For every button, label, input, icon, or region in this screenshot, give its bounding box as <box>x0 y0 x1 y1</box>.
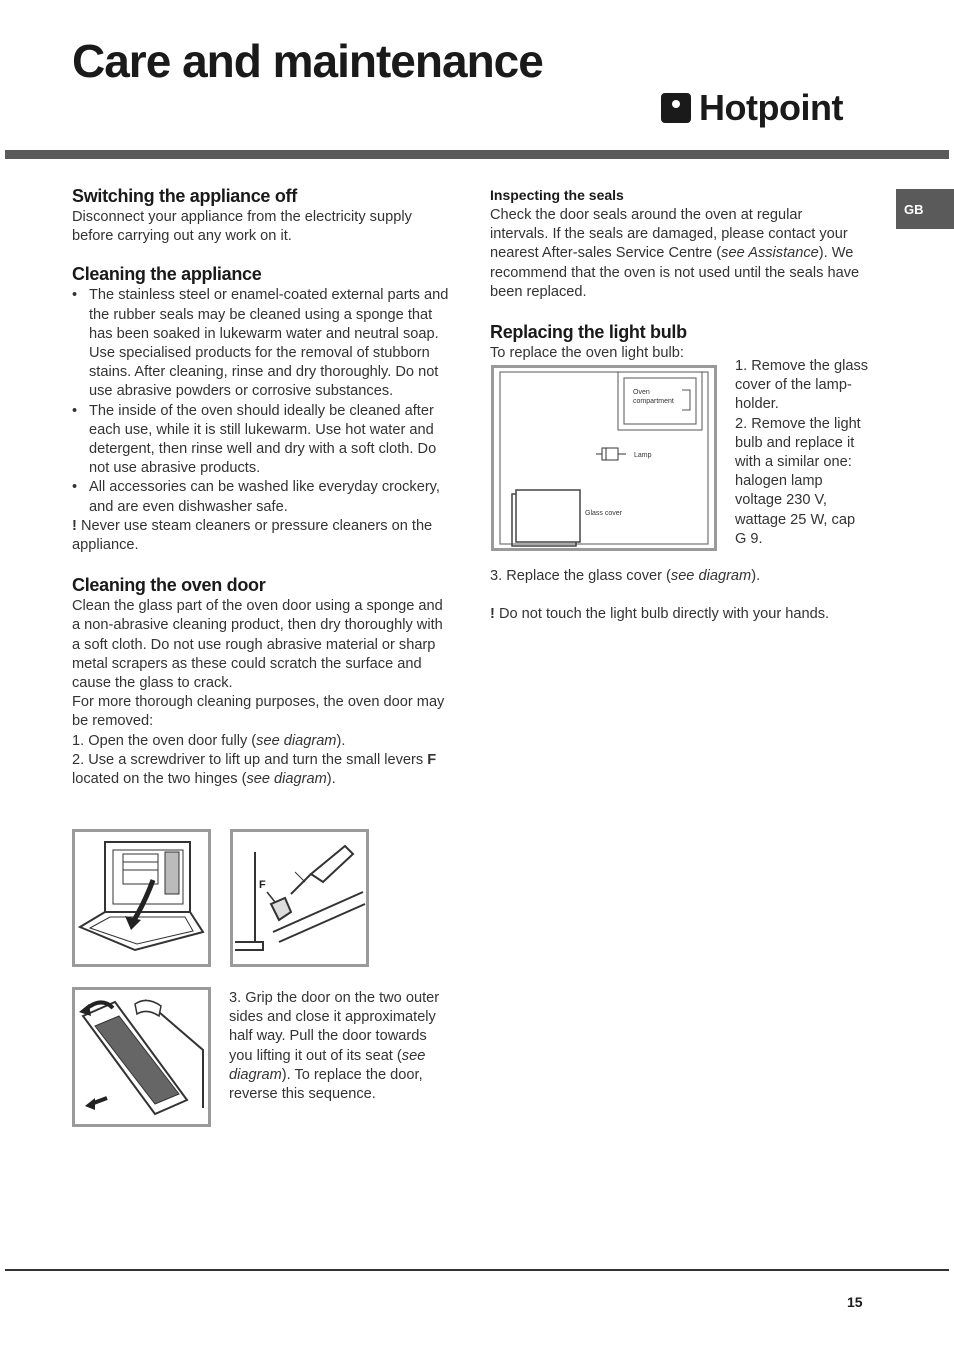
step1-end: ). <box>336 732 346 749</box>
step1-ref: see diagram <box>256 732 337 749</box>
lamp-label: Lamp <box>634 452 652 459</box>
step2-lever: F <box>427 751 437 768</box>
step1-text: 1. Open the oven door fully ( <box>72 732 257 749</box>
hotpoint-logo-icon <box>661 93 691 123</box>
glass-cover-label: Glass cover <box>585 510 622 517</box>
light-bulb-intro: To replace the oven light bulb: <box>490 345 684 362</box>
oven-door-heading: Cleaning the oven door <box>72 575 266 596</box>
section-cleaning-appliance <box>72 262 450 555</box>
step2-ref: see diagram <box>246 771 327 788</box>
page-title: Care and maintenance <box>72 35 543 87</box>
light-bulb-after <box>490 567 860 625</box>
bulb-step3 <box>490 567 860 586</box>
step2-mid: located on the two hinges ( <box>72 771 247 788</box>
door-removal-diagram <box>72 987 211 1127</box>
oven-compartment-label-2: compartment <box>633 398 674 405</box>
oven-door-step2 <box>72 751 450 789</box>
seals-ref: see Assistance <box>721 245 819 262</box>
bulb-step1: 1. Remove the glass cover of the lamp-holder. <box>735 358 869 413</box>
bulb-warning <box>490 605 860 624</box>
list-item: • All accessories can be washed like everyday crockery, and are even dishwasher safe. <box>72 478 450 516</box>
lamp-diagram <box>491 365 717 551</box>
oven-compartment-label-1: Oven <box>633 389 650 396</box>
light-bulb-heading: Replacing the light bulb <box>490 322 687 343</box>
bulb-step3-ref: see diagram <box>670 568 752 584</box>
bulb-step3-end: ). <box>751 568 761 584</box>
switching-text: Disconnect your appliance from the electricity supply before carrying out any work on it. <box>72 209 412 245</box>
seals-text-body: Check the door seals around the oven at regular intervals. If the seals are damaged, please contact your nearest After-sales Service Centre ( <box>490 207 848 262</box>
cleaning-warning-text: Never use steam cleaners or pressure cleaners on the appliance. <box>72 517 433 554</box>
section-switching-off <box>72 184 450 246</box>
bulb-warning-text: Do not touch the light bulb directly with your hands. <box>498 606 830 623</box>
oven-door-p1: Clean the glass part of the oven door using a sponge and a non-abrasive cleaning product, then dry thoroughly with a soft cloth. Do not use rough abrasive material or sharp metal scrapers as these could scratch the surface and cause the glass to crack. <box>72 598 443 692</box>
hinge-label: F <box>259 879 266 891</box>
oven-door-p2: For more thorough cleaning purposes, the oven door may be removed: <box>72 694 445 730</box>
seals-text <box>490 206 860 302</box>
warning-mark: ! <box>72 517 77 534</box>
open-door-diagram <box>72 829 211 967</box>
cleaning-bullets <box>72 286 450 516</box>
seals-text-end: ). We recommend that the oven is not used until the seals have been replaced. <box>490 245 860 300</box>
bulb-step2: 2. Remove the light bulb and replace it with a similar one: halogen lamp voltage 230 V, wattage 25 W, cap G 9. <box>735 415 861 547</box>
warning-mark: ! <box>490 606 495 623</box>
section-oven-door <box>72 573 450 789</box>
left-column <box>72 184 450 805</box>
seals-heading: Inspecting the seals <box>490 187 624 203</box>
header-divider <box>5 150 949 159</box>
list-item: • The stainless steel or enamel-coated external parts and the rubber seals may be cleaned using a sponge that has been soaked in lukewarm water and neutral soap. Use specialised products for the removal of stubborn stains. After cleaning, rinse and dry thoroughly. Do not use abrasive powders or corrosive substances. <box>72 286 450 401</box>
hinge-lever-diagram <box>230 829 369 967</box>
step2-text: 2. Use a screwdriver to lift up and turn the small levers <box>72 751 428 768</box>
footer-divider <box>5 1269 949 1271</box>
brand-name: Hotpoint <box>699 87 843 128</box>
list-item: • The inside of the oven should ideally be cleaned after each use, while it is still lukewarm. Use hot water and detergent, then rinse well and dry with a soft cloth. Do not use abrasive products. <box>72 402 450 479</box>
step3-text: 3. Grip the door on the two outer sides and close it approximately half way. Pull the door towards you lifting it out of its seat ( <box>229 990 440 1064</box>
brand-logo <box>661 88 843 128</box>
page-number: 15 <box>847 1294 863 1310</box>
section-seals <box>490 184 860 302</box>
cleaning-warning <box>72 517 450 555</box>
step2-end: ). <box>326 771 336 788</box>
cleaning-appliance-heading: Cleaning the appliance <box>72 264 262 285</box>
step3-end: ). To replace the door, reverse this sequence. <box>229 1066 423 1103</box>
language-tab: GB <box>896 189 954 229</box>
switching-heading: Switching the appliance off <box>72 186 297 206</box>
step3-ref: see diagram <box>229 1047 426 1083</box>
oven-door-step3 <box>229 989 444 1104</box>
right-column <box>490 184 860 363</box>
light-bulb-steps <box>735 357 870 549</box>
bulb-step3-text: 3. Replace the glass cover ( <box>490 568 671 584</box>
oven-door-step1 <box>72 732 450 751</box>
